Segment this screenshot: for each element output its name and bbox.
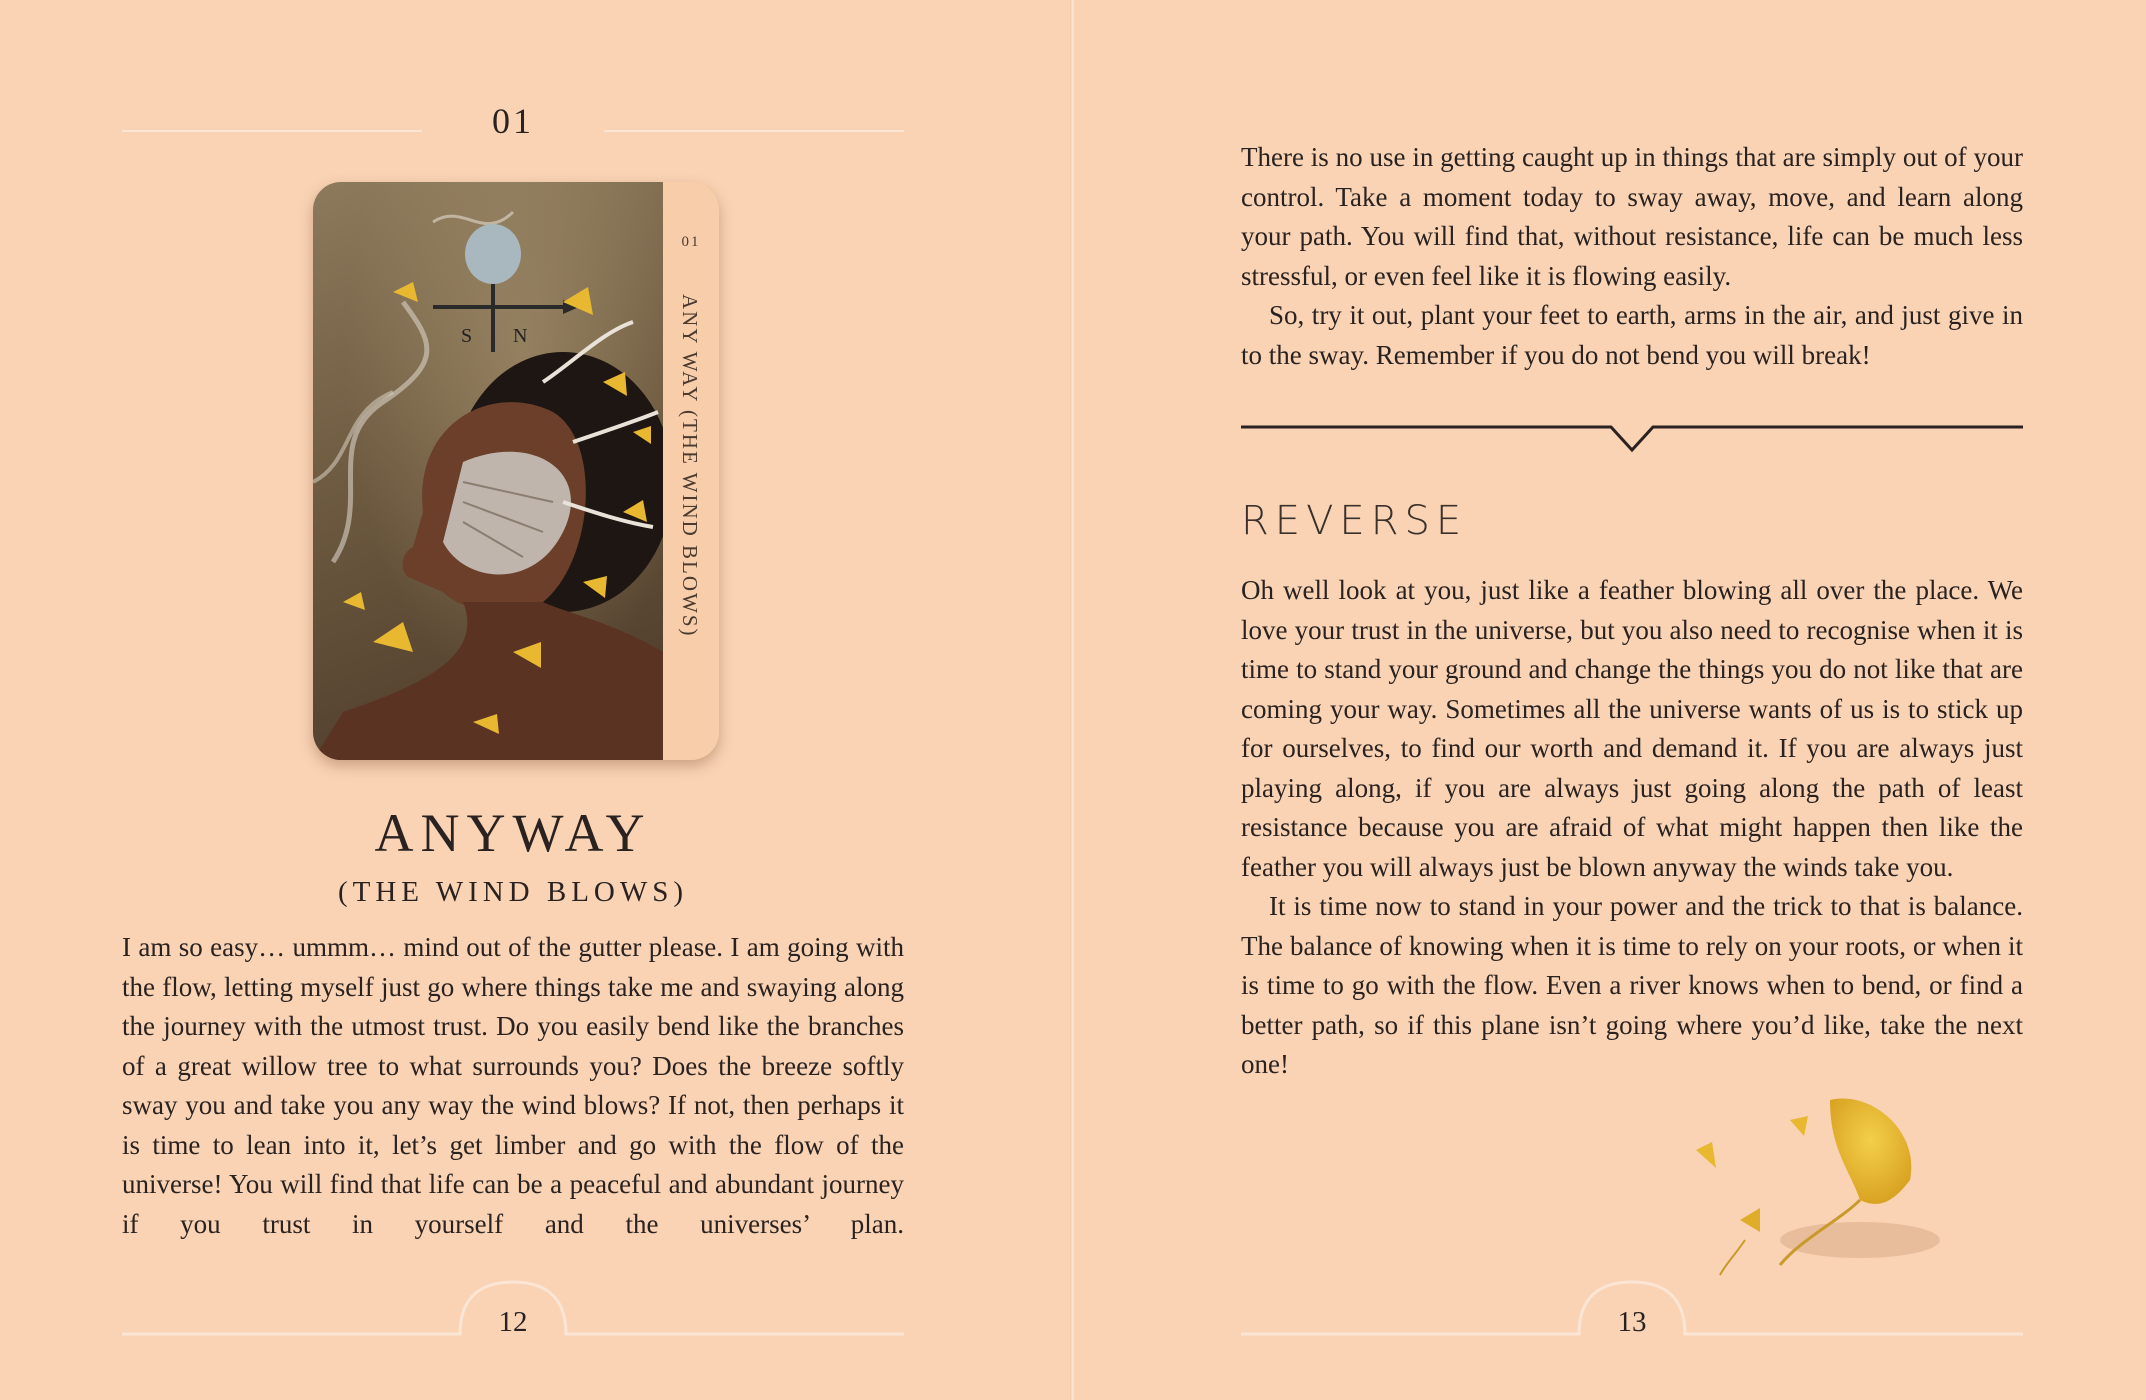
portrait-artwork-icon [313,182,663,760]
svg-text:N: N [513,325,528,347]
reverse-text [1241,571,2023,1085]
section-divider [1241,420,2023,460]
left-page [0,0,1072,1400]
card-subtitle: (THE WIND BLOWS) [337,876,689,908]
card-side-title: ANY WAY (THE WIND BLOWS) [678,294,702,638]
card-artwork [313,182,663,760]
card-side-number: 01 [681,234,701,250]
reverse-heading: REVERSE [1241,498,1468,544]
header-rule-right [604,130,904,132]
card-side-strip [663,182,719,760]
paragraph-1: There is no use in getting caught up in things that are simply out of your control. Take a moment today to sway away, move, and learn along your path. You will find that, without resistance, life can be much less stressful, or even feel like it is flowing easily. [1241,142,2023,291]
footer-right [1241,1276,2023,1336]
card-title: ANYWAY [374,803,652,863]
ginkgo-leaf-icon [1690,1090,1990,1290]
paragraph-4: It is time now to stand in your power and the trick to that is balance. The balance of knowing when it is time to rely on your roots, or when it is time to go with the flow. Even a river knows when to bend, or find a better path, so if this plane isn’t going where you’d like, take the next one! [1241,891,2023,1079]
paragraph-2: So, try it out, plant your feet to earth, arms in the air, and just give in to the sway. Remember if you do not bend you will break! [1241,300,2023,370]
svg-text:S: S [461,325,473,347]
paragraph-3: Oh well look at you, just like a feather blowing all over the place. We love your trust in the universe, but you also need to recognise when it is time to stand your ground and change the things you do not like that are coming your way. Sometimes all the universe wants of us is to stick up for ourselves, to find our worth and demand it. If you are always just playing along, if you are always just going along the path of least resistance because you are afraid of what might happen then like the feather you will always just be blown anyway the winds take you. [1241,575,2023,882]
card-meaning-text [122,928,904,1244]
page-number: 12 [498,1306,528,1338]
card-number: 01 [492,101,534,141]
page-number: 13 [1617,1306,1647,1338]
card-number-header [122,100,904,150]
divider-chevron-icon [1241,420,2023,460]
upright-continued-text [1241,138,2023,375]
card-meaning-paragraph: I am so easy… ummm… mind out of the gutter please. I am going with the flow, letting myself just go where things take me and swaying along the journey with the utmost trust. Do you easily bend like the branches of a great willow tree to what surrounds you? Does the breeze softly sway you and take you any way the wind blows? If not, then perhaps it is time to lean into it, let’s get limber and go with the flow of the universe! You will find that life can be a peaceful and abundant journey if you trust in yourself and the universes’ plan. [122,932,904,1239]
footer-left [122,1276,904,1336]
oracle-card-illustration [313,182,719,760]
